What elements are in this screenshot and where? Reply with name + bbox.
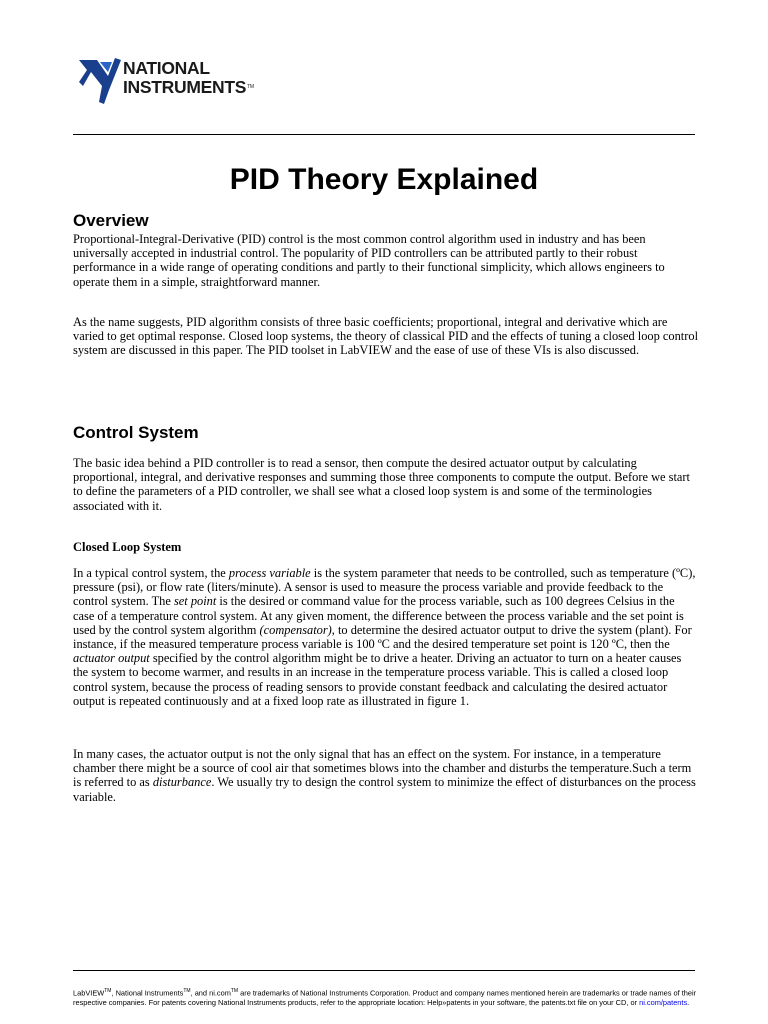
- trademark-footer: LabVIEW™, National Instruments™, and ni.com™ are trademarks of National Instruments Corporation. Product and company names mentioned herein are trademarks or trade names of their respective companies. For patents covering National Instruments products, refer to the appropriate location: Help»patents in your software, the patents.txt file on your CD, or ni.com/patents.: [73, 988, 697, 1007]
- footer-divider: [73, 970, 695, 971]
- term-set-point: set point: [173, 594, 217, 609]
- logo-wordmark: [123, 59, 254, 97]
- logo-line-2: INSTRUMENTS™: [123, 77, 254, 97]
- closed-loop-paragraph-2: In many cases, the actuator output is not the only signal that has an effect on the system. For instance, in a temperature chamber there might be a source of cool air that sometimes blows into the chamber and disturbs the temperature.Such a term is referred to as disturbance. We usually try to design the control system to minimize the effect of disturbances on the process variable.: [73, 747, 696, 804]
- overview-paragraph-1: Proportional-Integral-Derivative (PID) control is the most common control algorithm used in industry and has been universally accepted in industrial control. The popularity of PID controllers can be attributed partly to their robust performance in a wide range of operating conditions and partly to their functional simplicity, which allows engineers to operate them in a simple, straightforward manner.: [73, 232, 665, 289]
- patents-link[interactable]: ni.com/patents: [639, 997, 688, 1007]
- control-system-paragraph-1: The basic idea behind a PID controller is to read a sensor, then compute the desired actuator output by calculating proportional, integral, and derivative responses and summing those three components to compute the output. Before we start to define the parameters of a PID controller, we shall see what a closed loop system is and some of the terminologies associated with it.: [73, 456, 690, 513]
- term-disturbance: disturbance: [152, 775, 212, 790]
- document-title: PID Theory Explained: [229, 163, 539, 196]
- closed-loop-system-heading: Closed Loop System: [73, 540, 182, 554]
- term-process-variable: process variable: [228, 566, 311, 580]
- header-divider: [73, 134, 695, 135]
- control-system-heading: Control System: [73, 423, 199, 442]
- term-compensator: (compensator): [259, 622, 332, 637]
- national-instruments-eagle-icon: [78, 56, 122, 106]
- logo-line-1: NATIONAL: [123, 58, 210, 78]
- term-actuator-output: actuator output: [73, 651, 150, 666]
- national-instruments-logo: [78, 56, 278, 108]
- overview-paragraph-2: As the name suggests, PID algorithm consists of three basic coefficients; proportional, integral and derivative which are varied to get optimal response. Closed loop systems, the theory of classical PID and the effects of tuning a closed loop control system are discussed in this paper. The PID toolset in LabVIEW and the ease of use of these VIs is also discussed.: [73, 315, 699, 358]
- closed-loop-paragraph-1: In a typical control system, the process variable is the system parameter that needs to be controlled, such as temperature (ºC), pressure (psi), or flow rate (liters/minute). A sensor is used to measure the process variable and provide feedback to the control system. The set point is the desired or command value for the process variable, such as 100 degrees Celsius in the case of a temperature control system. At any given moment, the difference between the process variable and the set point is used by the control system algorithm (compensator), to determine the desired actuator output to drive the system (plant). For instance, if the measured temperature process variable is 100 ºC and the desired temperature set point is 120 ºC, then the actuator output specified by the control algorithm might be to drive a heater. Driving an actuator to turn on a heater causes the system to become warmer, and results in an increase in the temperature process variable. This is called a closed loop control system, because the process of reading sensors to provide constant feedback and calculating the desired actuator output is repeated continuously and at a fixed loop rate as illustrated in figure 1.: [73, 566, 696, 708]
- overview-heading: Overview: [73, 211, 149, 230]
- trademark-mark: TM: [247, 84, 254, 90]
